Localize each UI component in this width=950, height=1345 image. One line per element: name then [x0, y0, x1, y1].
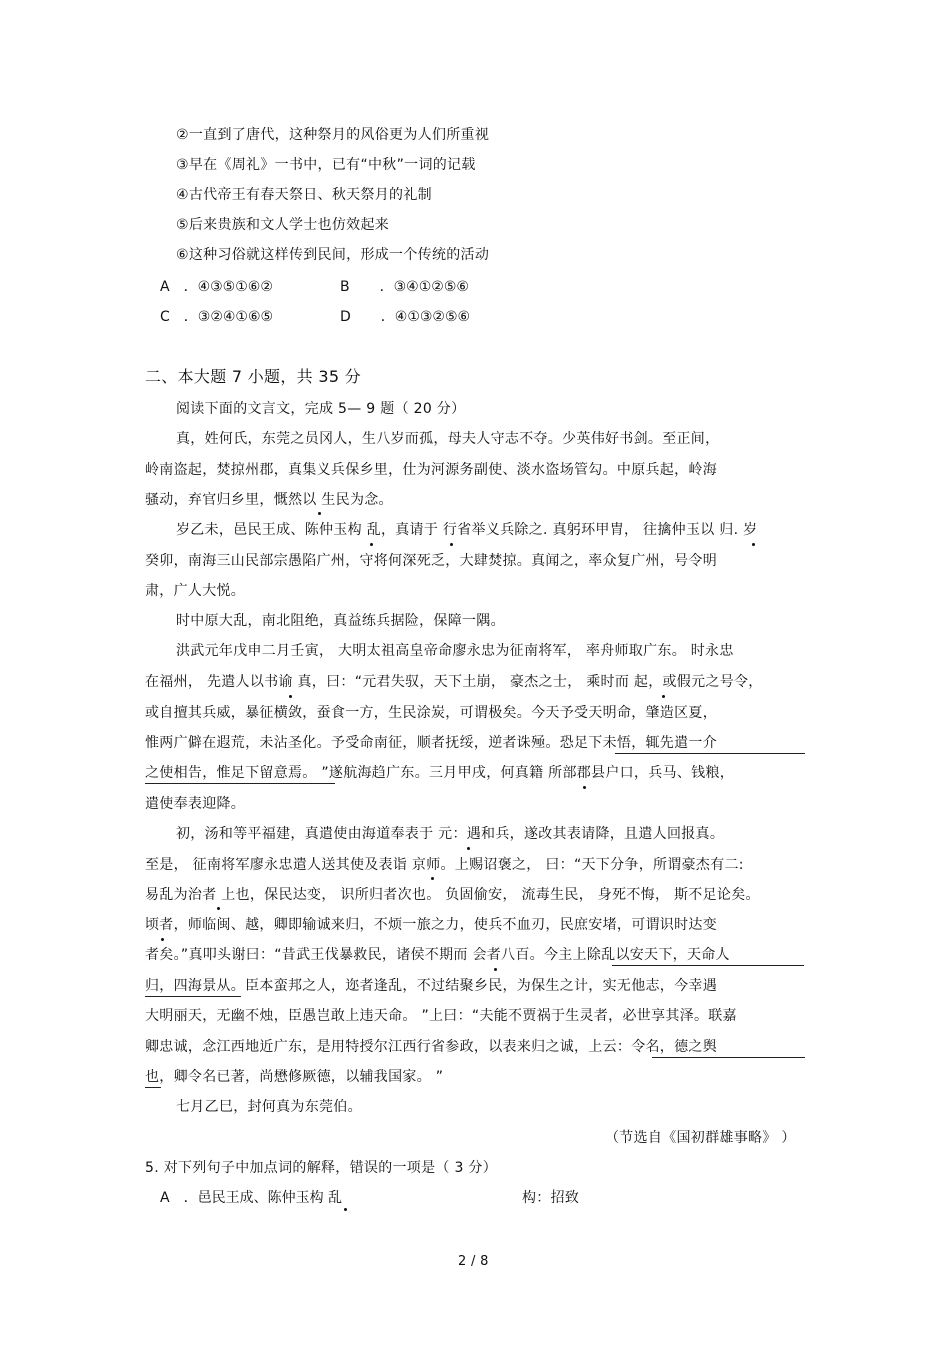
option-a: [160, 278, 273, 296]
emphasis-dot: [752, 543, 755, 546]
option-dot: ．: [379, 279, 394, 295]
option-letter: A: [160, 1190, 170, 1206]
option-text: ④①③②⑤⑥: [394, 309, 471, 325]
passage-line: 惟两广僻在遐荒，未沾圣化。予受命南征，顺者抚绥，逆者诛殛。恐足下未悟，辄先遣一介: [145, 735, 717, 751]
emphasis-dot: [161, 938, 164, 941]
passage-line: 卿忠诚，念江西地近广东，是用特授尔江西行省参政，以表来归之诚，上云：令名，德之舆: [145, 1039, 717, 1055]
underline: [612, 965, 804, 966]
emphasis-dot: [467, 847, 470, 850]
passage-line: 岭南盗起，焚掠州郡，真集义兵保乡里，仕为河源务副使、淡水盗场管勾。中原兵起，岭海: [145, 462, 717, 478]
ordering-item: ④古代帝王有春天祭日、秋天祭月的礼制: [176, 187, 432, 203]
passage-line: 岁乙未，邑民王成、陈仲玉构 乱，真请于 行省举义兵除之. 真躬环甲胄， 往擒仲玉以 归. 岁: [176, 522, 758, 538]
underline: [652, 1057, 805, 1058]
emphasis-dot: [494, 968, 497, 971]
passage-line: 初，汤和等平福建，真遣使由海道奉表于 元：遇和兵，遂改其表请降，且遣人回报真。: [176, 826, 725, 842]
question-5-stem: 5. 对下列句子中加点词的解释，错误的一项是（ 3 分）: [145, 1160, 498, 1176]
page-number: 2 / 8: [458, 1254, 489, 1269]
option-d: [340, 308, 470, 326]
underline: [145, 1087, 161, 1088]
passage-line: 大明丽天，无幽不烛，臣愚岂敢上违天命。 ”上曰：“夫能不贾祸于生灵者，必世享其泽。联嘉: [145, 1008, 737, 1024]
option-b: [340, 278, 469, 296]
passage-line: 或自擅其兵威，暴征横敛，蚕食一方，生民涂炭，可谓极矣。今天予受天明命，肇造区夏，: [145, 705, 717, 721]
passage-line: 易乱为治者 上也，保民达变， 识所归者次也。 负固偷安， 流毒生民， 身死不悔， 斯不足论矣。: [145, 887, 760, 903]
passage-line: 癸卯，南海三山民部宗愚陷广州，守将何深死乏，大肆焚掠。真闻之，率众复广州，号令明: [145, 553, 717, 569]
passage-line: 遣使奉表迎降。: [145, 796, 246, 812]
section-intro: 阅读下面的文言文，完成 5— 9 题（ 20 分）: [176, 401, 466, 417]
passage-line: 时中原大乱，南北阻绝，真益练兵据险，保障一隅。: [176, 613, 505, 629]
emphasis-dot: [662, 695, 665, 698]
passage-line: 洪武元年戊申二月壬寅， 大明太祖高皇帝命廖永忠为征南将军， 率舟师取广东。 时永忠: [176, 643, 734, 659]
option-text: ③④①②⑤⑥: [393, 279, 469, 295]
option-dot: ．: [183, 1190, 198, 1206]
option-letter: C: [160, 309, 170, 325]
option-text: ④③⑤①⑥②: [197, 279, 273, 295]
option-dot: ．: [380, 309, 395, 325]
emphasis-dot: [318, 512, 321, 515]
ordering-item: ⑤后来贵族和文人学士也仿效起来: [176, 217, 390, 233]
passage-line: 七月乙巳，封何真为东莞伯。: [176, 1099, 362, 1115]
passage-line: 肃，广人大悦。: [145, 583, 246, 599]
underline: [145, 996, 241, 997]
option-text: 邑民王成、陈仲玉构 乱: [197, 1190, 343, 1206]
emphasis-dot: [289, 695, 292, 698]
passage-line: 者矣。”真叩头谢曰：“昔武王伐暴救民，诸侯不期而 会者八百。今主上除乱以安天下，天命人: [145, 947, 730, 963]
underline: [145, 783, 335, 784]
ordering-item: ⑥这种习俗就这样传到民间，形成一个传统的活动: [176, 247, 490, 263]
source-citation: （节选自《国初群雄事略》 ）: [605, 1130, 796, 1146]
passage-line: 骚动，弃官归乡里，慨然以 生民为念。: [145, 492, 393, 508]
emphasis-dot: [583, 786, 586, 789]
section-heading: 二、本大题 7 小题，共 35 分: [145, 367, 361, 386]
passage-line: 归，四海景从。臣本蛮邦之人，迩者逢乱，不过结聚乡民，为保生之计，实无他志，今幸遇: [145, 978, 717, 994]
option-letter: D: [340, 309, 351, 325]
option-text: ③②④①⑥⑤: [197, 309, 274, 325]
option-dot: ．: [183, 279, 198, 295]
emphasis-dot: [217, 907, 220, 910]
option-letter: B: [340, 279, 350, 295]
emphasis-dot: [431, 877, 434, 880]
ordering-item: ②一直到了唐代，这种祭月的风俗更为人们所重视: [176, 127, 490, 143]
ordering-item: ③早在《周礼》一书中，已有“中秋”一词的记载: [176, 157, 476, 173]
option-letter: A: [160, 279, 170, 295]
emphasis-dot: [370, 543, 373, 546]
option-dot: ．: [183, 309, 198, 325]
passage-line: 顷者，师临闽、越，卿即输诚来归，不烦一旅之力，使兵不血刃，民庶安堵，可谓识时达变: [145, 917, 717, 933]
emphasis-dot: [450, 543, 453, 546]
emphasis-dot: [344, 1208, 347, 1211]
passage-line: 也，卿令名已著，尚懋修厥德，以辅我国家。 ”: [145, 1069, 444, 1085]
passage-line: 真，姓何氏，东莞之员冈人，生八岁而孤，母夫人守志不夺。少英伟好书剑。至正间，: [176, 431, 720, 447]
passage-line: 在福州， 先遣人以书谕 真，曰：“元君失驭，天下土崩， 豪杰之士， 乘时而 起，或假元之号令，: [145, 674, 763, 690]
passage-line: 至是， 征南将军廖永忠遣人送其使及表诣 京师。上赐诏褒之， 曰：“天下分争，所谓豪杰有二:: [145, 857, 744, 873]
passage-line: 之使相告，惟足下留意焉。 ”遂航海趋广东。三月甲戌，何真籍 所部郡县户口，兵马、钱粮，: [145, 765, 735, 781]
option-c: [160, 308, 273, 326]
question-5-option-a: [160, 1189, 342, 1207]
underline: [615, 753, 805, 754]
option-gloss: 构：招致: [522, 1190, 580, 1206]
